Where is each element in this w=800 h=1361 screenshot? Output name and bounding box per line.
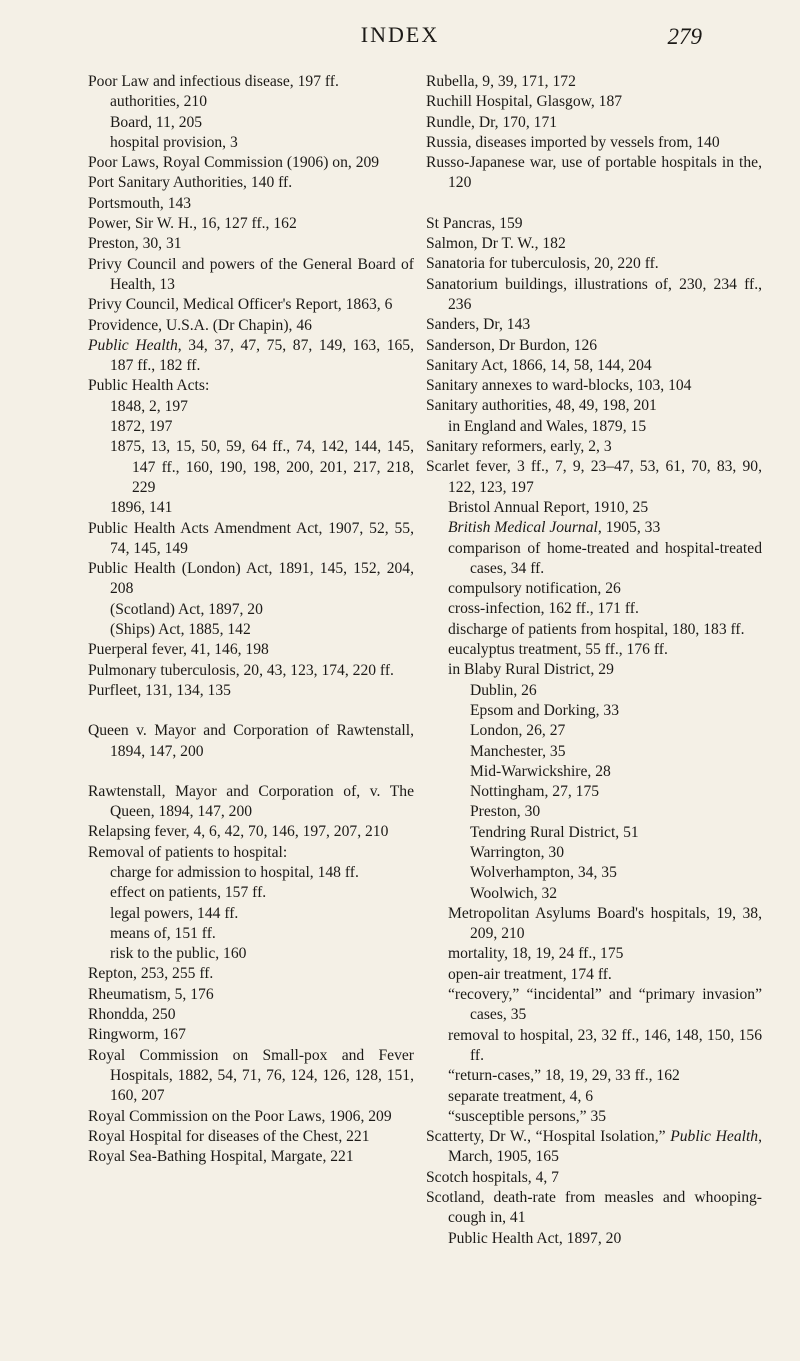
entry-text: Sanitary reformers, early, 2, 3 [426,438,612,456]
index-entry [426,356,762,376]
index-entry [88,640,414,660]
index-entry [426,437,762,457]
index-entry [88,721,414,762]
entry-text: removal to hospital, 23, 32 ff., 146, 148, 150, 156 ff. [448,1026,762,1064]
index-entry [88,843,414,863]
entry-text: Portsmouth, 143 [88,194,192,212]
index-subentry [426,904,762,945]
index-entry [88,985,414,1005]
entry-text: Poor Law and infectious disease, 197 ff. [88,73,339,90]
index-entry [426,153,762,194]
entry-text: Nottingham, 27, 175 [470,783,600,801]
entry-text: Rhondda, 250 [88,1006,176,1024]
entry-text: eucalyptus treatment, 55 ff., 176 ff. [448,641,668,659]
index-entry [88,964,414,984]
entry-text: Power, Sir W. H., 16, 127 ff., 162 [88,215,297,233]
index-subentry [88,863,414,883]
entry-text: separate treatment, 4, 6 [448,1087,594,1105]
index-subentry [88,620,414,640]
entry-text: 1875, 13, 15, 50, 59, 64 ff., 74, 142, 144, 145, 147 ff., 160, 190, 198, 200, 201, 217, 218, 229 [110,438,414,496]
entry-text: Royal Commission on Small-pox and Fever Hospitals, 1882, 54, 71, 76, 124, 126, 128, 151, 160, 207 [88,1046,414,1105]
index-entry [426,396,762,416]
entry-text: Sanatoria for tuberculosis, 20, 220 ff. [426,255,659,273]
index-subentry [88,498,414,518]
entry-text: Royal Hospital for diseases of the Chest, 221 [88,1127,370,1145]
index-subentry [426,965,762,985]
index-subentry [88,600,414,620]
index-column-left [88,72,414,1167]
index-entry [88,214,414,234]
index-subentry [88,92,414,112]
index-entry [88,72,414,92]
entry-text: Rubella, 9, 39, 171, 172 [426,73,576,90]
entry-text: Sanitary authorities, 48, 49, 198, 201 [426,397,657,415]
entry-italic-title: British Medical Journal [448,519,598,537]
index-subentry [88,133,414,153]
entry-text: Public Health (London) Act, 1891, 145, 152, 204, 208 [88,560,414,598]
entry-text: Preston, 30 [470,803,541,821]
index-letter-gap [88,762,414,782]
entry-text: Pulmonary tuberculosis, 20, 43, 123, 174, 220 ff. [88,661,394,679]
entry-text: “return-cases,” 18, 19, 29, 33 ff., 162 [448,1067,680,1085]
entry-text: compulsory notification, 26 [448,580,621,598]
index-subentry [426,721,762,741]
index-entry [88,336,414,377]
entry-text: , 1905, 33 [597,519,661,537]
index-entry [426,92,762,112]
index-entry [88,376,414,396]
index-entry [426,457,762,498]
index-entry [88,316,414,336]
entry-text: risk to the public, 160 [110,945,247,963]
entry-text: Russo-Japanese war, use of portable hospitals in the, 120 [426,154,762,192]
entry-text: Preston, 30, 31 [88,235,182,253]
index-subentry [426,802,762,822]
index-subentry [88,417,414,437]
page-title: INDEX [360,22,440,47]
index-entry [426,234,762,254]
entry-text: Royal Sea-Bathing Hospital, Margate, 221 [88,1148,354,1166]
index-entry [88,681,414,701]
index-entry [88,173,414,193]
index-entry [88,1046,414,1107]
index-entry [426,72,762,92]
entry-text: 1872, 197 [110,418,173,436]
entry-text: cross-infection, 162 ff., 171 ff. [448,600,639,618]
entry-text: Puerperal fever, 41, 146, 198 [88,641,269,659]
entry-text: Privy Council, Medical Officer's Report, 1863, 6 [88,296,393,314]
index-subentry [426,1066,762,1086]
entry-text: hospital provision, 3 [110,133,238,151]
index-entry [88,822,414,842]
page-number: 279 [667,24,702,49]
index-entry [426,315,762,335]
index-subentry [426,1107,762,1127]
index-entry [426,336,762,356]
index-entry [426,376,762,396]
entry-text: 1896, 141 [110,499,173,517]
index-entry [88,661,414,681]
index-entry [88,295,414,315]
index-letter-gap [426,194,762,214]
entry-text: Tendring Rural District, 51 [470,823,639,841]
index-subentry [426,985,762,1026]
entry-text: Scotland, death-rate from measles and whooping-cough in, 41 [426,1189,762,1227]
index-entry [426,214,762,234]
index-subentry [426,579,762,599]
entry-text: Sanatorium buildings, illustrations of, 230, 234 ff., 236 [426,275,762,313]
index-entry [88,559,414,600]
index-entry [88,519,414,560]
entry-text: open-air treatment, 174 ff. [448,965,612,983]
entry-text: Scatterty, Dr W., “Hospital Isolation,” [426,1128,666,1146]
index-subentry [426,782,762,802]
entry-text: St Pancras, 159 [426,214,523,232]
entry-text: Relapsing fever, 4, 6, 42, 70, 146, 197, 207, 210 [88,823,389,841]
index-subentry [426,1087,762,1107]
entry-text: Wolverhampton, 34, 35 [470,864,617,882]
entry-text: London, 26, 27 [470,722,566,740]
entry-text-tail: , March, 1905, 165 [448,1128,762,1166]
entry-text: Port Sanitary Authorities, 140 ff. [88,174,293,192]
entry-text: Public Health Acts Amendment Act, 1907, 52, 55, 74, 145, 149 [88,519,414,557]
entry-text: “recovery,” “incidental” and “primary invasion” cases, 35 [448,986,762,1024]
index-entry [88,194,414,214]
index-subentry [426,701,762,721]
index-subentry [426,823,762,843]
entry-text: “susceptible persons,” 35 [448,1107,607,1125]
index-subentry [426,1229,762,1249]
entry-italic-title: Public Health [88,336,178,354]
entry-text: Rundle, Dr, 170, 171 [426,113,558,131]
index-subentry [426,681,762,701]
index-subentry [426,1026,762,1067]
entry-text: mortality, 18, 19, 24 ff., 175 [448,945,624,963]
index-entry [88,1147,414,1167]
entry-text: means of, 151 ff. [110,924,216,942]
index-subentry [426,599,762,619]
entry-text: Public Health Acts: [88,377,210,395]
index-subentry [426,742,762,762]
index-subentry [88,397,414,417]
entry-italic-title: Public Health [670,1128,759,1146]
entry-text: Royal Commission on the Poor Laws, 1906, 209 [88,1107,392,1125]
index-entry [426,133,762,153]
entry-text: Woolwich, 32 [470,884,558,902]
index-column-right [426,72,762,1249]
entry-text: Manchester, 35 [470,742,566,760]
index-entry [88,1005,414,1025]
index-subentry [426,843,762,863]
entry-text: (Ships) Act, 1885, 142 [110,621,251,639]
entry-text: Warrington, 30 [470,843,565,861]
index-subentry [426,863,762,883]
entry-text: Board, 11, 205 [110,113,203,131]
entry-text: in England and Wales, 1879, 15 [448,417,647,435]
entry-text: Sanders, Dr, 143 [426,316,531,334]
entry-text: Bristol Annual Report, 1910, 25 [448,498,649,516]
entry-text: Sanitary annexes to ward-blocks, 103, 104 [426,377,692,395]
index-entry [426,1188,762,1229]
index-entry [88,782,414,823]
entry-text: authorities, 210 [110,93,208,111]
index-subentry [426,498,762,518]
entry-text: Providence, U.S.A. (Dr Chapin), 46 [88,316,312,334]
index-entry [426,254,762,274]
entry-text: Scotch hospitals, 4, 7 [426,1168,559,1186]
entry-text: Purfleet, 131, 134, 135 [88,681,231,699]
index-entry [88,1127,414,1147]
entry-text: comparison of home-treated and hospital-treated cases, 34 ff. [448,539,762,577]
index-entry [88,1025,414,1045]
index-subentry [88,437,414,498]
entry-text: Ruchill Hospital, Glasgow, 187 [426,93,623,111]
entry-text: Scarlet fever, 3 ff., 7, 9, 23–47, 53, 61, 70, 83, 90, 122, 123, 197 [426,458,762,496]
index-subentry [88,924,414,944]
entry-text: Public Health Act, 1897, 20 [448,1229,622,1247]
index-subentry [88,113,414,133]
index-subentry [426,539,762,580]
index-entry [426,275,762,316]
entry-text: discharge of patients from hospital, 180, 183 ff. [448,620,745,638]
entry-text: legal powers, 144 ff. [110,904,239,922]
index-subentry [426,640,762,660]
index-subentry [426,762,762,782]
entry-text: Sanitary Act, 1866, 14, 58, 144, 204 [426,356,652,374]
index-subentry [426,620,762,640]
index-entry [426,113,762,133]
index-entry [88,255,414,296]
index-subentry [426,518,762,538]
index-subentry [88,944,414,964]
entry-text: Rawtenstall, Mayor and Corporation of, v. The Queen, 1894, 147, 200 [88,782,414,821]
index-subentry [426,417,762,437]
entry-text: (Scotland) Act, 1897, 20 [110,600,263,618]
index-entry [88,234,414,254]
entry-text: Privy Council and powers of the General Board of Health, 13 [88,255,414,293]
index-entry [88,153,414,173]
entry-text: Salmon, Dr T. W., 182 [426,235,566,253]
entry-text: , 34, 37, 47, 75, 87, 149, 163, 165, 187 ff., 182 ff. [110,336,415,375]
entry-text: charge for admission to hospital, 148 ff. [110,863,359,881]
index-entry [88,1107,414,1127]
entry-text: Sanderson, Dr Burdon, 126 [426,336,598,354]
entry-text: Mid-Warwickshire, 28 [470,762,611,780]
entry-text: Ringworm, 167 [88,1026,186,1044]
index-entry [426,1127,762,1168]
page-header [0,18,800,54]
index-subentry [426,944,762,964]
entry-text: Metropolitan Asylums Board's hospitals, 19, 38, 209, 210 [448,904,762,943]
index-entry [426,1168,762,1188]
entry-text: Epsom and Dorking, 33 [470,701,619,719]
entry-text: 1848, 2, 197 [110,397,188,415]
entry-text: Russia, diseases imported by vessels from, 140 [426,133,720,151]
entry-text: effect on patients, 157 ff. [110,884,267,902]
entry-text: Repton, 253, 255 ff. [88,965,214,983]
entry-text: Poor Laws, Royal Commission (1906) on, 209 [88,154,380,172]
entry-text: in Blaby Rural District, 29 [448,661,614,679]
index-subentry [88,883,414,903]
entry-text: Removal of patients to hospital: [88,843,288,861]
index-subentry [426,660,762,680]
entry-text: Dublin, 26 [470,681,537,699]
entry-text: Rheumatism, 5, 176 [88,985,214,1003]
entry-text: Queen v. Mayor and Corporation of Rawtenstall, 1894, 147, 200 [88,722,414,760]
index-subentry [88,904,414,924]
index-subentry [426,884,762,904]
index-letter-gap [88,701,414,721]
